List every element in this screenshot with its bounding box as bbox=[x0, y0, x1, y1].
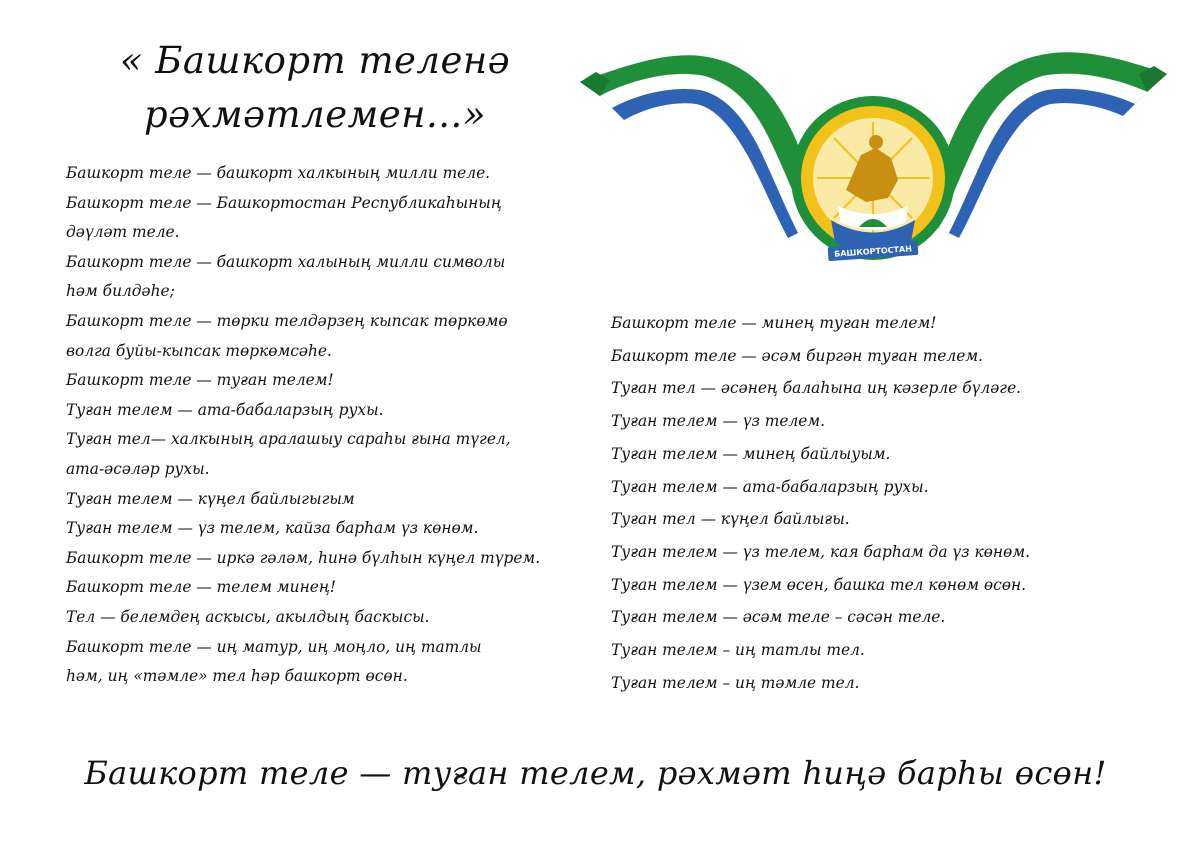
title-line-1: « Башкорт теленә bbox=[119, 39, 511, 82]
shield bbox=[791, 96, 955, 261]
text-line: Туған телем — ата-бабаларзың рухы. bbox=[66, 400, 384, 419]
text-line: һәм билдәһе; bbox=[66, 282, 175, 301]
bashkortostan-coat-of-arms bbox=[576, 30, 1171, 280]
text-line: һәм, иң «тәмле» тел һәр башкорт өсөн. bbox=[66, 667, 408, 686]
right-ribbon bbox=[921, 52, 1167, 238]
emblem-banner-text: БАШКОРТОСТАН bbox=[833, 244, 913, 259]
text-line: Башкорт теле — Башкортостан Республикаһының bbox=[66, 193, 502, 212]
right-text-column bbox=[611, 307, 1030, 699]
text-line: Башкорт теле — иң матур, иң моңло, иң татлы bbox=[66, 637, 482, 656]
text-line: Туған тел— халкының аралашыу сараһы ғына түгел, bbox=[66, 430, 511, 449]
text-line: Башкорт теле — иркә гәләм, һинә бүлһын күңел түрем. bbox=[66, 548, 541, 567]
text-line: волга буйы-кыпсак төркөмсәһе. bbox=[66, 341, 332, 360]
page-title bbox=[115, 34, 515, 142]
text-line: Башкорт теле — туған телем! bbox=[66, 371, 334, 390]
text-line: Башкорт теле — әсәм биргән туған телем. bbox=[611, 346, 983, 365]
left-ribbon bbox=[580, 55, 826, 238]
title-line-2: рәхмәтлемен...» bbox=[144, 93, 486, 136]
text-line: Туған телем — үз телем, кая барһам да үз көнөм. bbox=[611, 542, 1030, 561]
left-text-column bbox=[66, 159, 540, 692]
text-line: ата-әсәләр рухы. bbox=[66, 459, 210, 478]
text-line: Туған телем – иң тәмле тел. bbox=[611, 673, 860, 692]
text-line: Туған телем — үз телем, кайза барһам үз көнөм. bbox=[66, 519, 479, 538]
text-line: Башкорт теле — башкорт халының милли символы bbox=[66, 252, 506, 271]
text-line: Тел — белемдең аскысы, акылдың баскысы. bbox=[66, 607, 430, 626]
text-line: Башкорт теле — телем минең! bbox=[66, 578, 336, 597]
text-line: дәүләт теле. bbox=[66, 223, 180, 242]
text-line: Туған телем — күңел байлыгыгым bbox=[66, 489, 355, 508]
text-line: Туған тел — күңел байлығы. bbox=[611, 510, 850, 529]
text-line: Туған телем – иң татлы тел. bbox=[611, 641, 865, 660]
text-line: Башкорт теле — төрки телдәрзең кыпсак төркөмө bbox=[66, 311, 508, 330]
text-line: Туған телем — үз телем. bbox=[611, 412, 826, 431]
text-line: Туған телем — ата-бабаларзың рухы. bbox=[611, 477, 929, 496]
text-line: Туған телем — үзем өсен, башка тел көнөм өсөн. bbox=[611, 575, 1027, 594]
text-line: Туған тел — әсәнең балаһына иң кәзерле бүләге. bbox=[611, 379, 1022, 398]
text-line: Башкорт теле — башкорт халкының милли теле. bbox=[66, 164, 491, 182]
text-line: Туған телем — минең байлыуым. bbox=[611, 444, 891, 463]
text-line: Туған телем — әсәм теле – сәсән теле. bbox=[611, 608, 946, 627]
text-line: Башкорт теле — минең туған телем! bbox=[611, 314, 937, 332]
footer-slogan: Башкорт теле — туған телем, рәхмәт һиңә барһы өсөн! bbox=[84, 754, 1107, 792]
